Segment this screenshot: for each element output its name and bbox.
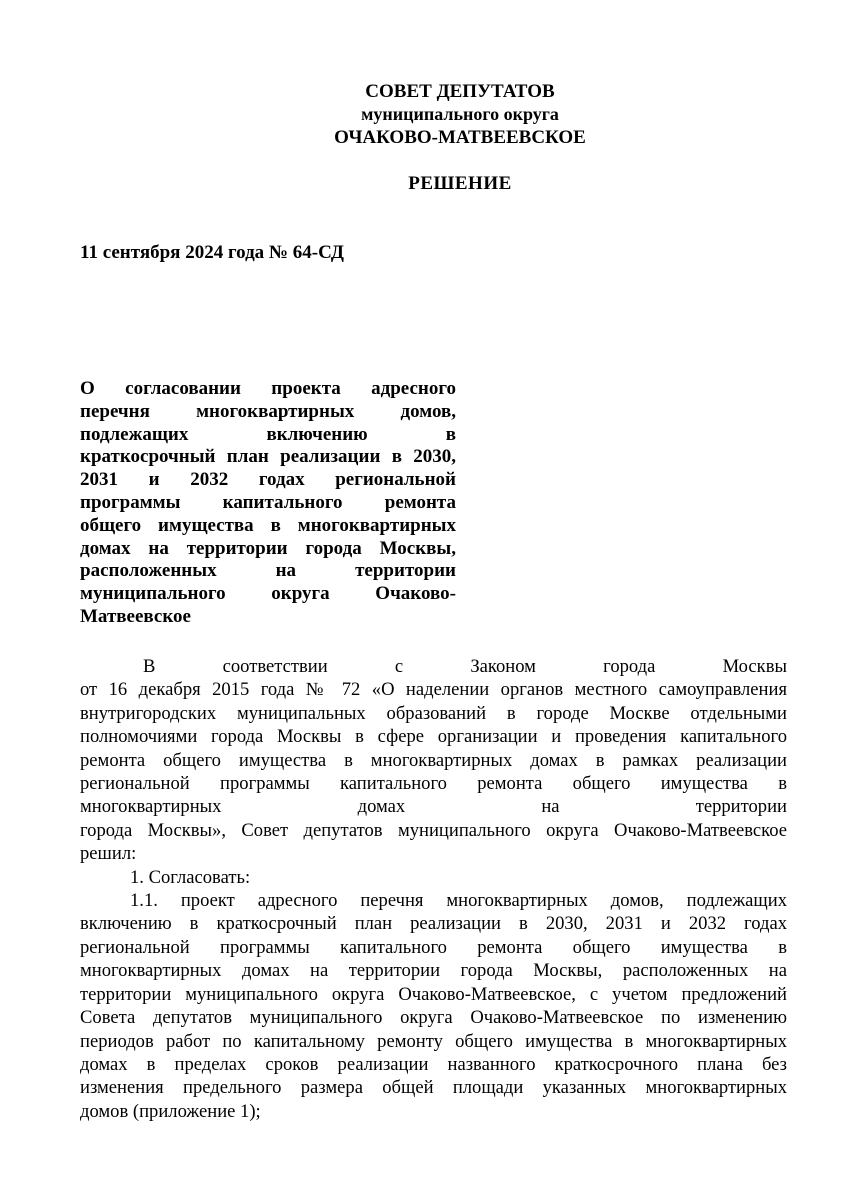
subject-line: подлежащих включению в: [80, 423, 456, 445]
point-1-1-line: домах в пределах сроков реализации названного краткосрочного плана без: [80, 1053, 787, 1075]
preamble-line: от 16 декабря 2015 года № 72 «О наделении органов местного самоуправления: [80, 679, 787, 701]
decision-title: РЕШЕНИЕ: [408, 173, 512, 194]
subject-line: О согласовании проекта адресного: [80, 378, 456, 399]
subject-line: краткосрочный план реализации в 2030,: [80, 446, 456, 468]
subject-line: программы капитального ремонта: [80, 491, 456, 513]
point-1-1-line: домов (приложение 1);: [80, 1100, 261, 1122]
preamble-line: решил:: [80, 843, 137, 865]
subject-line: Матвеевское: [80, 605, 191, 627]
preamble-line: полномочиями города Москвы в сфере организации и проведения капитального: [80, 726, 787, 748]
point-1-1-line: территории муниципального округа Очаково-Матвеевское, с учетом предложений: [80, 983, 787, 1005]
point-1-1-line: Совета депутатов муниципального округа Очаково-Матвеевское по изменению: [80, 1007, 787, 1029]
point-1: [80, 866, 787, 889]
preamble-line: города Москвы», Совет депутатов муниципального округа Очаково-Матвеевское: [80, 819, 787, 841]
point-1-1-line: включению в краткосрочный план реализации в 2030, 2031 и 2032 годах: [80, 913, 787, 935]
document-date-number: 11 сентября 2024 года № 64-СД: [80, 242, 344, 263]
preamble-line: В соответствии с Законом города Москвы: [143, 656, 787, 677]
point-1-1-line: 1.1. проект адресного перечня многоквартирных домов, подлежащих: [130, 890, 787, 912]
decision-subject: [80, 378, 456, 629]
point-1-1-line: многоквартирных домах на территории города Москвы, расположенных на: [80, 960, 787, 982]
district-name: ОЧАКОВО-МАТВЕЕВСКОЕ: [334, 127, 586, 148]
subject-line: муниципального округа Очаково-: [80, 583, 456, 605]
council-name: СОВЕТ ДЕПУТАТОВ: [365, 81, 555, 102]
subject-line: домах на территории города Москвы,: [80, 537, 456, 559]
subject-line: расположенных на территории: [80, 560, 456, 582]
point-1-1-line: изменения предельного размера общей площади указанных многоквартирных: [80, 1077, 787, 1099]
subject-line: 2031 и 2032 годах региональной: [80, 469, 456, 491]
preamble-line: ремонта общего имущества в многоквартирных домах в рамках реализации: [80, 749, 787, 771]
point-1-1-line: периодов работ по капитальному ремонту общего имущества в многоквартирных: [80, 1030, 787, 1052]
preamble-paragraph: [80, 655, 787, 866]
subject-line: перечня многоквартирных домов,: [80, 400, 456, 422]
document-body: [80, 655, 787, 1123]
point-1-1: [80, 889, 787, 1123]
point-1-heading: 1. Согласовать:: [130, 866, 251, 888]
district-type: муниципального округа: [361, 104, 559, 124]
document-header: [300, 80, 620, 149]
point-1-1-line: региональной программы капитального ремонта общего имущества в: [80, 936, 787, 958]
preamble-line: многоквартирных домах на территории: [80, 796, 787, 818]
preamble-line: региональной программы капитального ремонта общего имущества в: [80, 773, 787, 795]
subject-line: общего имущества в многоквартирных: [80, 514, 456, 536]
preamble-line: внутригородских муниципальных образований в городе Москве отдельными: [80, 702, 787, 724]
